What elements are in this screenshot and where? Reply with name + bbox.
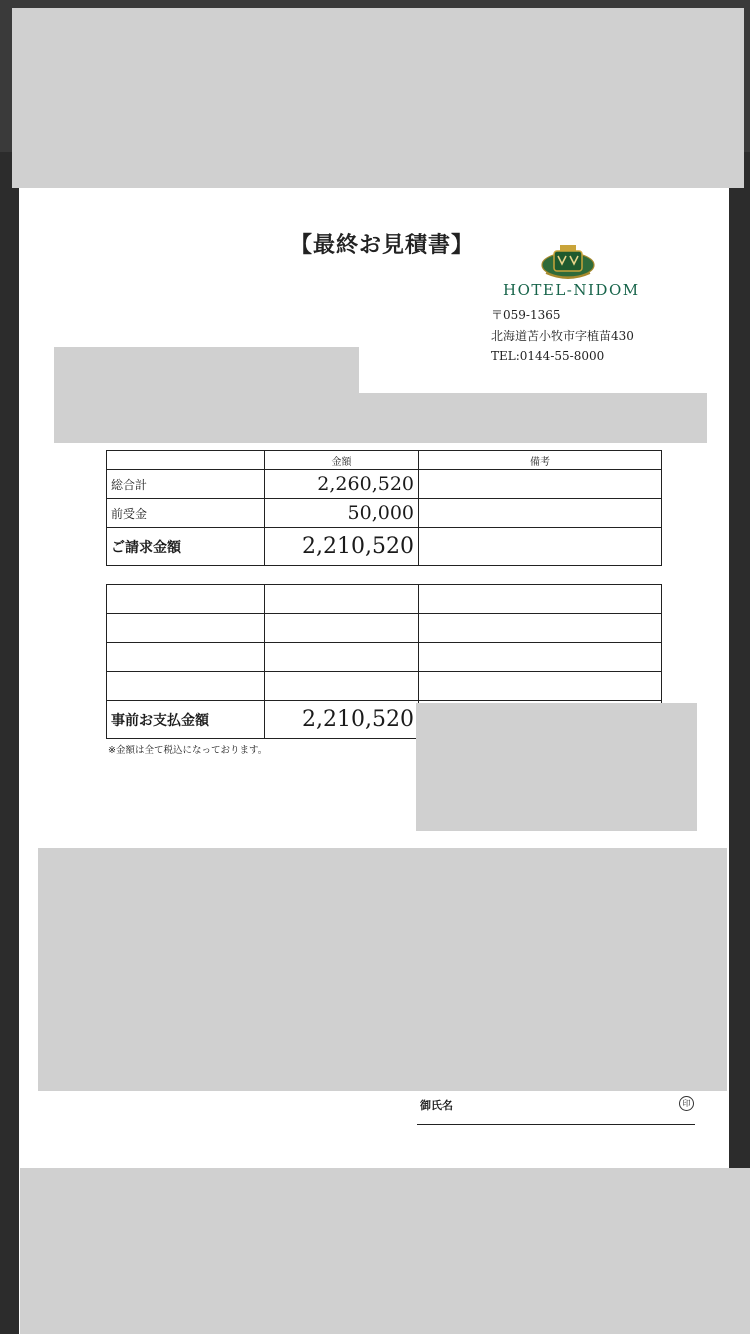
redacted-terms bbox=[38, 848, 727, 1091]
hotel-name: HOTEL-NIDOM bbox=[503, 281, 640, 299]
header-amount: 金額 bbox=[265, 451, 419, 470]
row-amount-deposit: 50,000 bbox=[265, 499, 419, 528]
row-note-billing bbox=[419, 528, 662, 566]
table-cell bbox=[265, 614, 419, 643]
table-cell bbox=[107, 643, 265, 672]
row-amount-total: 2,260,520 bbox=[265, 470, 419, 499]
row-label-deposit: 前受金 bbox=[107, 499, 265, 528]
signature-label: 御氏名 bbox=[420, 1099, 453, 1112]
header-remarks: 備考 bbox=[419, 451, 662, 470]
row-amount-prepayment: 2,210,520 bbox=[265, 701, 419, 739]
hotel-crest-icon bbox=[540, 243, 596, 281]
tax-note: ※金額は全て税込になっております。 bbox=[108, 745, 268, 756]
seal-mark: 印 bbox=[679, 1096, 694, 1111]
hotel-address: 北海道苫小牧市字植苗430 bbox=[491, 329, 634, 343]
hotel-tel: TEL:0144-55-8000 bbox=[491, 349, 605, 363]
row-amount-billing: 2,210,520 bbox=[265, 528, 419, 566]
redacted-header bbox=[12, 8, 744, 188]
table-row bbox=[107, 528, 662, 566]
table-cell bbox=[107, 585, 265, 614]
row-note-deposit bbox=[419, 499, 662, 528]
row-note-total bbox=[419, 470, 662, 499]
table-cell bbox=[419, 643, 662, 672]
table-cell bbox=[419, 672, 662, 701]
signature-line bbox=[417, 1124, 695, 1125]
row-label-total: 総合計 bbox=[107, 470, 265, 499]
summary-table bbox=[106, 450, 662, 566]
table-cell bbox=[107, 614, 265, 643]
redacted-recipient-b bbox=[54, 393, 707, 443]
table-row bbox=[107, 643, 662, 672]
redacted-footer bbox=[20, 1168, 750, 1334]
header-blank bbox=[107, 451, 265, 470]
page-title: 【最終お見積書】 bbox=[290, 233, 475, 258]
table-row bbox=[107, 499, 662, 528]
table-row bbox=[107, 614, 662, 643]
hotel-postal: 〒059-1365 bbox=[491, 308, 561, 322]
table-cell bbox=[419, 614, 662, 643]
table-cell bbox=[265, 643, 419, 672]
table-header-row bbox=[107, 451, 662, 470]
table-cell bbox=[265, 672, 419, 701]
row-label-billing: ご請求金額 bbox=[107, 528, 265, 566]
table-row bbox=[107, 585, 662, 614]
table-row bbox=[107, 672, 662, 701]
table-cell bbox=[107, 672, 265, 701]
table-row bbox=[107, 470, 662, 499]
row-label-prepayment: 事前お支払金額 bbox=[107, 701, 265, 739]
table-cell bbox=[265, 585, 419, 614]
redacted-recipient-a bbox=[54, 347, 359, 397]
table-cell bbox=[419, 585, 662, 614]
redacted-stamp-area bbox=[416, 703, 697, 831]
